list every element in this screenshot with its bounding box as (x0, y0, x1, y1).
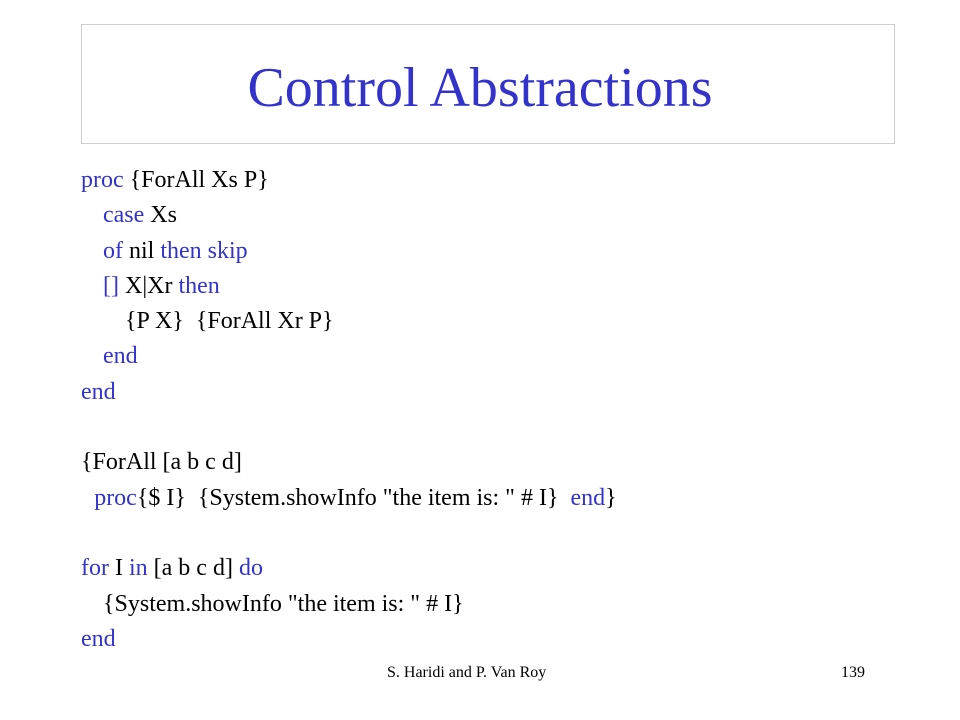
code-keyword: in (128, 555, 148, 582)
code-line (81, 516, 617, 551)
code-keyword: case (103, 202, 145, 229)
code-keyword: end (81, 625, 116, 652)
page-number: 139 (841, 664, 865, 681)
code-text: {P X} {ForAll Xr P} (125, 308, 334, 335)
code-text: I (108, 555, 129, 582)
code-keyword: for (81, 555, 109, 582)
code-text: {System.showInfo "the item is: " # I} (103, 590, 464, 617)
code-keyword: proc (94, 484, 137, 511)
code-keyword: [] (103, 272, 119, 299)
slide-title: Control Abstractions (247, 57, 713, 119)
code-keyword: do (238, 555, 263, 582)
code-line (81, 445, 617, 480)
code-line (81, 198, 617, 233)
code-keyword: end (81, 378, 116, 405)
code-keyword: then skip (160, 237, 248, 264)
code-text: X|Xr (118, 272, 179, 299)
code-text: [a b c d] (147, 555, 239, 582)
code-keyword: end (103, 343, 138, 370)
code-line (81, 269, 617, 304)
code-line (81, 551, 617, 586)
code-text: {ForAll [a b c d] (81, 449, 242, 476)
code-text: nil (123, 237, 161, 264)
code-line (81, 622, 617, 657)
code-text: Xs (144, 202, 177, 229)
code-line (81, 410, 617, 445)
code-line (81, 481, 617, 516)
code-line (81, 234, 617, 269)
code-line (81, 587, 617, 622)
code-keyword: of (103, 237, 123, 264)
code-line (81, 339, 617, 374)
code-block (81, 163, 617, 657)
code-line (81, 375, 617, 410)
code-keyword: proc (81, 167, 124, 193)
code-text: {$ I} {System.showInfo "the item is: " # I} (136, 484, 571, 511)
footer-authors: S. Haridi and P. Van Roy (387, 664, 547, 681)
code-text: } (605, 484, 617, 511)
code-keyword: end (570, 484, 606, 511)
code-line (81, 304, 617, 339)
code-text: {ForAll Xs P} (123, 167, 269, 193)
code-keyword: then (178, 272, 220, 299)
code-line (81, 163, 617, 198)
